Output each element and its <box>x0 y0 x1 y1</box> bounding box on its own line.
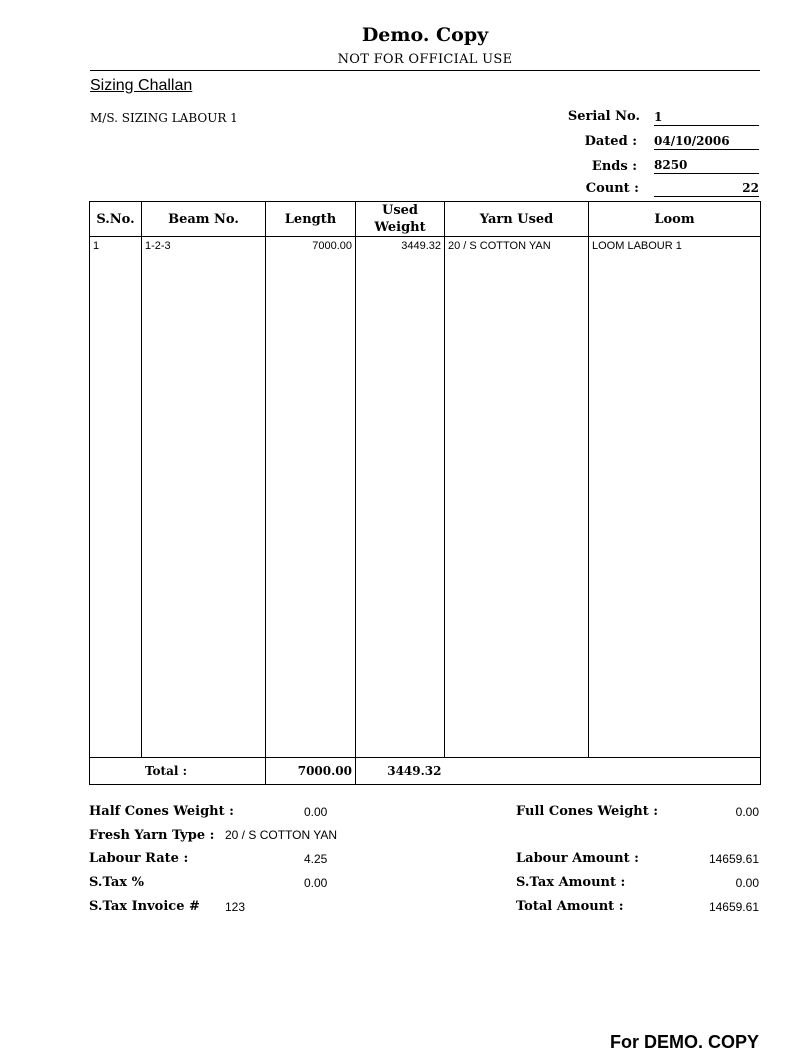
col-header-beam: Beam No. <box>142 202 266 237</box>
party-name: M/S. SIZING LABOUR 1 <box>90 111 238 125</box>
cell-yarn: 20 / S COTTON YAN <box>445 237 589 253</box>
challan-title: Sizing Challan <box>90 77 193 94</box>
stax-pct-label: S.Tax % <box>89 875 144 890</box>
stax-invoice-value: 123 <box>225 900 246 914</box>
col-header-loom: Loom <box>589 202 761 237</box>
table-total-row <box>90 757 761 784</box>
total-amount-label: Total Amount : <box>516 899 624 914</box>
ends-label: Ends : <box>591 159 637 174</box>
stax-invoice-label: S.Tax Invoice # <box>89 899 200 914</box>
cell-sno: 1 <box>90 237 142 253</box>
cell-loom: LOOM LABOUR 1 <box>589 237 761 253</box>
ends-value: 8250 <box>654 158 759 174</box>
fresh-yarn-value: 20 / S COTTON YAN <box>225 828 338 842</box>
stax-pct-value: 0.00 <box>304 876 328 890</box>
col-header-yarn: Yarn Used <box>445 202 589 237</box>
labour-amount-label: Labour Amount : <box>516 851 639 866</box>
total-used-weight: 3449.32 <box>356 757 445 784</box>
dated-value: 04/10/2006 <box>654 134 759 150</box>
footer-note: For DEMO. COPY <box>609 1032 759 1052</box>
document-title: Demo. Copy <box>361 24 489 46</box>
cell-beam: 1-2-3 <box>142 237 266 253</box>
col-header-used-weight-line1: Used <box>381 203 419 218</box>
items-table <box>89 201 761 785</box>
dated-label: Dated : <box>584 134 637 149</box>
labour-rate-value: 4.25 <box>304 852 328 866</box>
col-header-used-weight-line2: Weight <box>374 220 426 235</box>
cell-used-weight: 3449.32 <box>356 237 445 253</box>
total-length: 7000.00 <box>266 757 356 784</box>
stax-amount-value: 0.00 <box>735 876 759 890</box>
col-header-length: Length <box>266 202 356 237</box>
fresh-yarn-label: Fresh Yarn Type : <box>89 828 215 843</box>
serial-label: Serial No. <box>567 109 640 124</box>
col-header-sno: S.No. <box>90 202 142 237</box>
full-cones-value: 0.00 <box>735 805 759 819</box>
labour-amount-value: 14659.61 <box>708 852 759 866</box>
total-label: Total : <box>90 757 266 784</box>
labour-rate-label: Labour Rate : <box>89 851 189 866</box>
stax-amount-label: S.Tax Amount : <box>516 875 626 890</box>
count-value: 22 <box>654 181 759 197</box>
total-amount-value: 14659.61 <box>708 900 759 914</box>
count-label: Count : <box>585 181 639 196</box>
table-empty-space <box>90 252 761 757</box>
cell-length: 7000.00 <box>266 237 356 253</box>
document-subtitle: NOT FOR OFFICIAL USE <box>337 52 513 67</box>
table-header-row <box>90 202 761 237</box>
full-cones-label: Full Cones Weight : <box>516 804 659 819</box>
half-cones-label: Half Cones Weight : <box>89 804 234 819</box>
half-cones-value: 0.00 <box>304 805 328 819</box>
col-header-used-weight <box>356 202 445 237</box>
serial-value: 1 <box>654 110 759 126</box>
table-row <box>90 237 761 253</box>
header-divider <box>90 70 760 71</box>
